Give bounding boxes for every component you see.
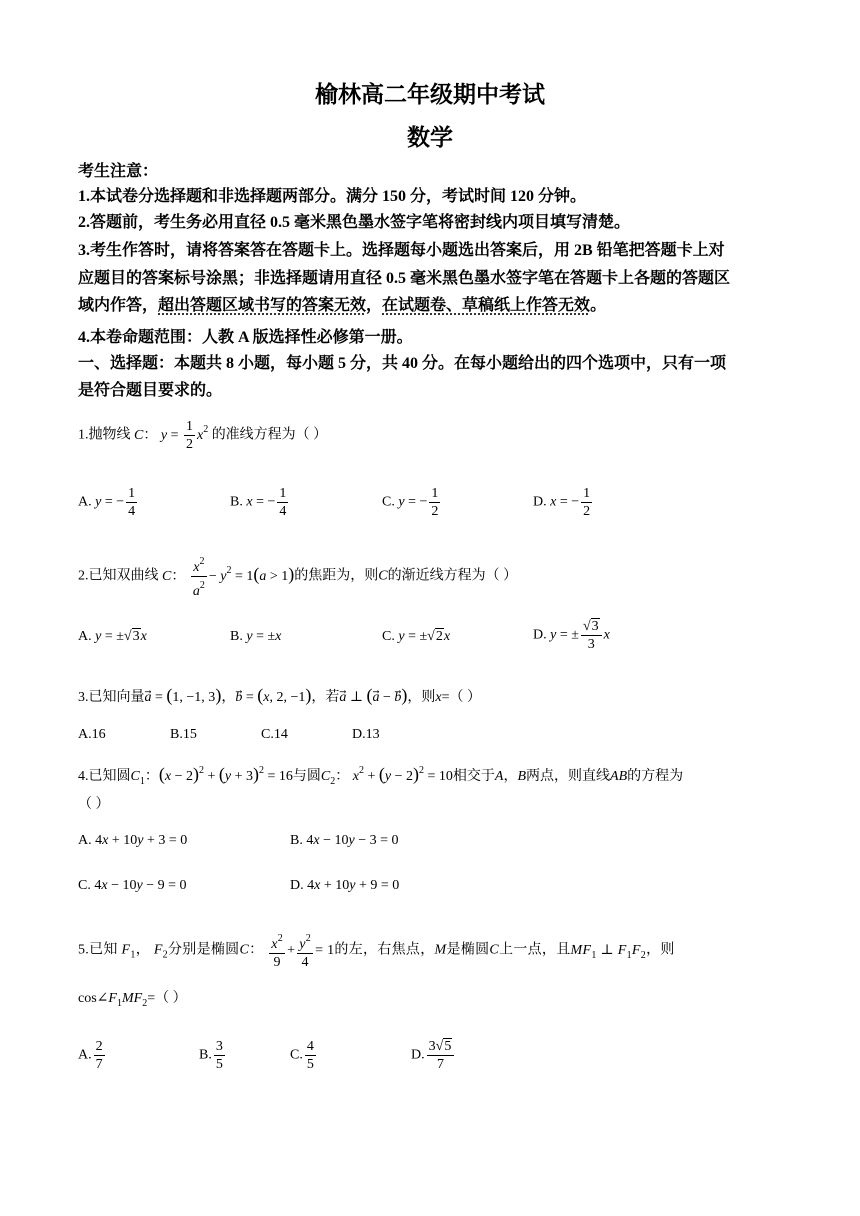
notice-item-4: 4.本卷命题范围：人教 A 版选择性必修第一册。 xyxy=(78,329,413,346)
question-2-mid: 的焦距为，则 xyxy=(294,568,379,584)
question-1-option-a[interactable]: A. y = − $\frac{1}{4}$ xyxy=(78,486,136,519)
question-2-suffix: 的渐近线方程为（ ） xyxy=(387,568,518,584)
notice-item-3-start: 域内作答， xyxy=(78,297,159,314)
question-5-condition: $MF_1$ ⊥ $F_1F_2$ xyxy=(570,942,647,961)
question-1 xyxy=(78,418,327,453)
question-5-option-b[interactable]: B. $\frac{3}{5}$ xyxy=(199,1039,223,1072)
question-4-circle-1: $(x - 2)^2 + (y + 3)^2 = 16$ xyxy=(158,764,293,784)
question-2-option-a[interactable]: A. y = ±√3x xyxy=(78,629,147,644)
subject-title: 数学 xyxy=(407,125,453,150)
question-5-option-c[interactable]: C. $\frac{4}{5}$ xyxy=(290,1039,314,1072)
question-1-option-c[interactable]: C. y = − $\frac{1}{2}$ xyxy=(382,486,439,519)
question-1-option-d[interactable]: D. x = − $\frac{1}{2}$ xyxy=(533,486,591,519)
notice-dotted-warning-1: 超出答题区域书写的答案无效 xyxy=(158,297,367,314)
question-3-prefix: 3.已知向量 xyxy=(78,690,145,705)
notice-item-1: 1.本试卷分选择题和非选择题两部分。满分 150 分，考试时间 120 分钟。 xyxy=(78,188,587,205)
notice-item-3-line-1: 3.考生作答时，请将答案答在答题卡上。选择题每小题选出答案后，用 2B 铅笔把答题卡上对 xyxy=(78,242,725,259)
question-5-option-a[interactable]: A. $\frac{2}{7}$ xyxy=(78,1039,103,1072)
notice-item-3-line-3 xyxy=(78,296,606,316)
question-2-formula: C： $\frac{x^2}{a^2}$ − $y^2 = 1(a > 1)$ xyxy=(162,556,295,599)
question-1-option-b[interactable]: B. x = − $\frac{1}{4}$ xyxy=(230,486,287,519)
notice-dotted-warning-2: 在试题卷、草稿纸上作答无效 xyxy=(382,297,591,314)
notice-item-3-line-2: 应题目的答案标号涂黑；非选择题请用直径 0.5 毫米黑色墨水签字笔在答题卡上各题的答题区 xyxy=(78,270,731,287)
question-5-prefix: 5.已知 xyxy=(78,942,118,958)
question-2-option-c[interactable]: C. y = ±√2x xyxy=(382,629,451,644)
question-3-condition: a⃗ ⊥ (a⃗ − b) xyxy=(339,685,408,705)
question-3-option-c[interactable]: C.14 xyxy=(261,727,288,742)
question-4-option-c[interactable]: C. 4x − 10y − 9 = 0 xyxy=(78,878,187,893)
question-3-vector-b: b⃗ = (x, 2, −1) xyxy=(235,685,312,705)
question-1-formula: C： y = $\frac{1}{2}$ $x^2$ xyxy=(134,419,209,452)
question-1-suffix: 的准线方程为（ ） xyxy=(211,427,328,443)
section-heading-line-1: 一、选择题：本题共 8 小题，每小题 5 分，共 40 分。在每小题给出的四个选项中，只有一项 xyxy=(78,355,727,372)
question-4-option-a[interactable]: A. 4x + 10y + 3 = 0 xyxy=(78,833,188,848)
question-3: 3.已知向量a⃗ = (1, −1, 3)，b⃗ = (x, 2, −1)，若a⃗ ⊥ (a⃗ − b)，则x=（ ） xyxy=(78,685,482,705)
notice-item-3-end: 。 xyxy=(590,297,607,314)
question-4: 4.已知圆$C_1$：$(x - 2)^2 + (y + 3)^2 = 16$与圆$C_2$： $x^2 + (y - 2)^2 = 10$相交于A，B两点，则直线AB的方程为 xyxy=(78,764,684,787)
question-4-option-b[interactable]: B. 4x − 10y − 3 = 0 xyxy=(290,833,399,848)
question-5-ellipse: $\frac{x^2}{9}$ + $\frac{y^2}{4}$ = 1 xyxy=(271,933,335,970)
question-3-option-a[interactable]: A.16 xyxy=(78,727,106,742)
question-4-prefix: 4.已知圆 xyxy=(78,769,131,784)
question-2-prefix: 2.已知双曲线 xyxy=(78,568,159,584)
question-3-option-b[interactable]: B.15 xyxy=(170,727,197,742)
question-4-paren: （ ） xyxy=(78,797,110,812)
section-heading-line-2: 是符合题目要求的。 xyxy=(78,382,223,399)
question-3-vector-a: a⃗ = (1, −1, 3) xyxy=(144,685,222,705)
notice-item-2: 2.答题前，考生务必用直径 0.5 毫米黑色墨水签字笔将密封线内项目填写清楚。 xyxy=(78,214,631,231)
question-3-option-d[interactable]: D.13 xyxy=(352,727,380,742)
notice-heading: 考生注意： xyxy=(78,163,159,180)
question-1-prefix: 1.抛物线 xyxy=(78,427,131,443)
question-2: 2.已知双曲线 C： $\frac{x^2}{a^2}$ − $y^2 = 1(a > 1)$的焦距为，则C的渐近线方程为（ ） xyxy=(78,556,518,599)
notice-item-3-mid: ， xyxy=(366,297,383,314)
question-2-option-d[interactable]: D. y = ± $\frac{√3}{3}$ x xyxy=(533,619,610,652)
question-5: 5.已知 $F_1$， $F_2$分别是椭圆C： $\frac{x^2}{9}$ + $\frac{y^2}{4}$ = 1的左，右焦点，M是椭圆C上一点，且$MF_1$ ⊥ $F_1F_2$，则 xyxy=(78,933,675,970)
question-5-option-d[interactable]: D. $\frac{3√5}{7}$ xyxy=(411,1038,456,1073)
question-5-line-2: $\cos\angle F_1MF_2=$（ ） xyxy=(78,991,187,1009)
question-4-option-d[interactable]: D. 4x + 10y + 9 = 0 xyxy=(290,878,400,893)
question-4-circle-2: $x^2 + (y - 2)^2 = 10$ xyxy=(352,764,453,784)
exam-title: 榆林高二年级期中考试 xyxy=(315,82,545,107)
question-2-option-b[interactable]: B. y = ±x xyxy=(230,629,282,644)
